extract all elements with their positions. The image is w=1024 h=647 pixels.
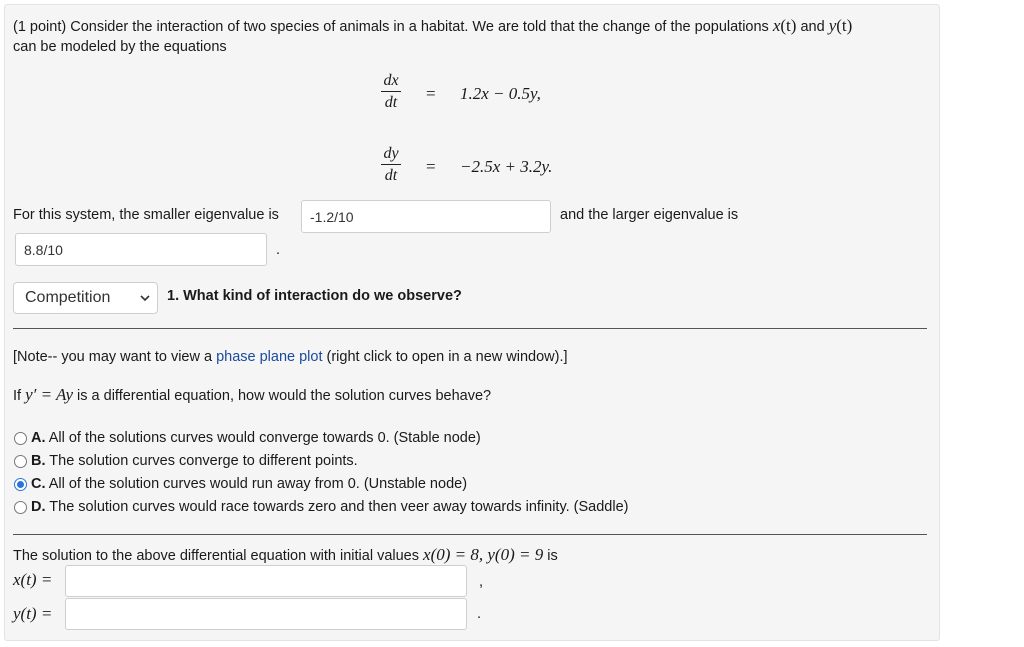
option-a-letter: A.	[31, 430, 46, 446]
solution-prefix: The solution to the above differential equation with initial values	[13, 548, 424, 564]
note-suffix: (right click to open in a new window).]	[322, 349, 568, 365]
var-t1: (t)	[780, 16, 797, 35]
eq2-rhs: −2.5x + 3.2y.	[460, 157, 553, 176]
option-d-radio[interactable]	[14, 501, 27, 514]
larger-eigenvalue-input[interactable]: 8.8/10	[15, 233, 267, 266]
x-comma: ,	[479, 574, 484, 590]
eigen-period: .	[276, 242, 281, 258]
eq1-equals: =	[426, 84, 436, 103]
interaction-question	[167, 288, 462, 304]
interaction-question-text: 1. What kind of interaction do we observe?	[167, 288, 462, 304]
equation-1-fraction	[381, 72, 401, 112]
option-d-letter: D.	[31, 499, 46, 515]
q2-math: y′ = Ay	[25, 385, 74, 404]
option-a-radio[interactable]	[14, 432, 27, 445]
note-line	[13, 349, 568, 365]
intro-and: and	[796, 19, 829, 35]
intro-text: Consider the interaction of two species of animals in a habitat. We are told that the change of the populations	[66, 19, 773, 35]
point-label: (1 point)	[13, 19, 67, 35]
option-d-text: The solution curves would race towards zero and then veer away towards infinity. (Saddle)	[45, 499, 629, 515]
option-a[interactable]	[31, 430, 481, 446]
option-c[interactable]	[31, 476, 467, 492]
var-x: x	[772, 16, 781, 35]
eq1-rhs: 1.2x − 0.5y,	[460, 84, 541, 103]
fraction-bar	[381, 164, 401, 165]
eq2-numerator: dy	[383, 145, 399, 162]
option-c-radio[interactable]	[14, 478, 27, 491]
phase-plane-link[interactable]: phase plane plot	[216, 349, 323, 365]
q2-prefix: If	[13, 388, 26, 404]
eq2-denominator: dt	[384, 167, 398, 184]
note-prefix: [Note-- you may want to view a	[13, 349, 217, 365]
question-2	[13, 385, 491, 405]
y-period: .	[477, 606, 482, 622]
intro-line-1	[13, 16, 852, 36]
option-c-letter: C.	[31, 476, 46, 492]
eigen-middle: and the larger eigenvalue is	[560, 207, 739, 223]
smaller-eigenvalue-input[interactable]: -1.2/10	[301, 200, 551, 233]
initial-values: x(0) = 8, y(0) = 9	[423, 545, 544, 564]
x-solution-input[interactable]	[65, 565, 467, 597]
option-a-text: All of the solutions curves would converge towards 0. (Stable node)	[45, 430, 481, 446]
q2-suffix: is a differential equation, how would the solution curves behave?	[73, 388, 492, 404]
equation-2-fraction	[381, 145, 401, 185]
y-label: y(t) =	[13, 604, 53, 623]
y-solution-input[interactable]	[65, 598, 467, 630]
solution-line	[13, 545, 558, 565]
eq1-denominator: dt	[384, 94, 398, 111]
divider-1	[13, 328, 927, 329]
var-t2: (t)	[836, 16, 853, 35]
interaction-selected-value: Competition	[25, 289, 111, 306]
eq1-numerator: dx	[383, 72, 399, 89]
eigen-prefix: For this system, the smaller eigenvalue is	[13, 207, 279, 223]
fraction-bar	[381, 91, 401, 92]
option-b-letter: B.	[31, 453, 46, 469]
intro-line-2: can be modeled by the equations	[13, 39, 227, 55]
interaction-select[interactable]	[13, 282, 158, 314]
option-b-text: The solution curves converge to different points.	[45, 453, 358, 469]
x-label: x(t) =	[13, 570, 53, 589]
option-c-text: All of the solution curves would run away from 0. (Unstable node)	[45, 476, 468, 492]
option-b-radio[interactable]	[14, 455, 27, 468]
divider-2	[13, 534, 927, 535]
eq2-equals: =	[426, 157, 436, 176]
option-d[interactable]	[31, 499, 628, 515]
chevron-down-icon	[139, 292, 151, 304]
option-b[interactable]	[31, 453, 358, 469]
solution-suffix: is	[543, 548, 558, 564]
var-y: y	[828, 16, 837, 35]
